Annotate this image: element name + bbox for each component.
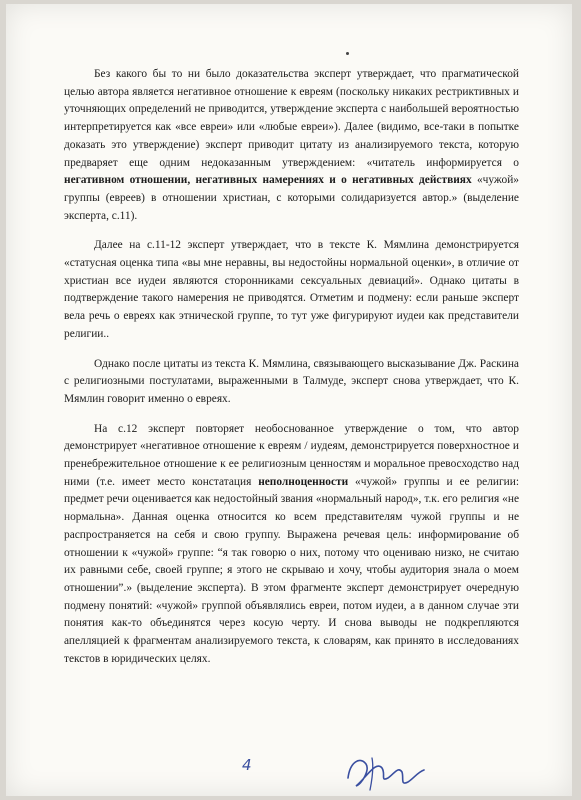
page-number: 4 [242, 756, 252, 774]
document-page [6, 4, 572, 796]
expert-emphasis-bold: негативном отношении, негативных намерениях и о негативных действиях [64, 174, 472, 187]
paragraph-3: Однако после цитаты из текста К. Мямлина, связывающего высказывание Дж. Раскина с религиозными постулатами, выраженными в Талмуде, эксперт снова утверждает, что К. Мямлин говорит именно о евреях. [64, 357, 519, 405]
speck-mark [346, 52, 349, 55]
document-body [64, 66, 519, 680]
expert-emphasis-bold: неполноценности [258, 475, 349, 488]
paragraph-2: Далее на с.11-12 эксперт утверждает, что в тексте К. Мямлина демонстрируется «статусная оценка типа «вы мне неравны, вы недостойны нормальной оценки», в отличие от христиан все иудеи являются сторонниками сексуальных девиаций». Однако цитаты в подтверждение такого намерения не приводятся. Отметим и подмену: если раньше эксперт вела речь о евреях как этнической группе, то тут уже фигурируют иудеи как представители религии.. [64, 239, 519, 340]
paragraph-1: Без какого бы то ни было доказательства эксперт утверждает, что прагматической целью автора является негативное отношение к евреям (поскольку никаких рестриктивных и уточняющих определений не приводится, утверждение эксперта с наибольшей вероятностью интерпретируется как «все евреи» или «любые евреи»). Далее (видимо, все-таки в попытке доказать это утверждение) эксперт приводит цитату из анализируемого текста, которую предваряет еще одним недоказанным утверждением: «читатель информируется о негативном отношении, негативных намерениях и о негативных действиях «чужой» группы (евреев) в отношении христиан, с которыми солидаризуется автор.» (выделение эксперта, с.11). [64, 68, 520, 222]
paragraph-4: На с.12 эксперт повторяет необоснованное утверждение о том, что автор демонстрирует «негативное отношение к евреям / иудеям, демонстрируется поверхностное и пренебрежительное отношение к ее религиозным ценностям и моральное превосходство над ними (т.е. имеет место констатация неполноценности «чужой» группы и ее религии: предмет речи оценивается как недостойный звания «нормальный народ», т.к. его религия «не нормальна». Данная оценка относится ко всем представителям чужой группы и не распространяется на себя и свою группу. Выражена речевая цель: информирование об отношении к «чужой» группе: “я так говорю о них, потому что оцениваю низко, не считаю их равными себе, своей группе; я этого не скрываю и хочу, чтобы аудитория знала о моем отношении”.» (выделение эксперта). В этом фрагменте эксперт демонстрирует очередную подмену понятий: «чужой» группой объявлялись евреи, потом иудеи, а в данном случае эти понятия как-то объединятся через косую черту. И снова выводы не подкрепляются апелляцией к фрагментам анализируемого текста, к словарям, как принято в исследованиях текстов в юридических целях. [64, 422, 519, 665]
handwritten-signature-icon [342, 748, 428, 794]
